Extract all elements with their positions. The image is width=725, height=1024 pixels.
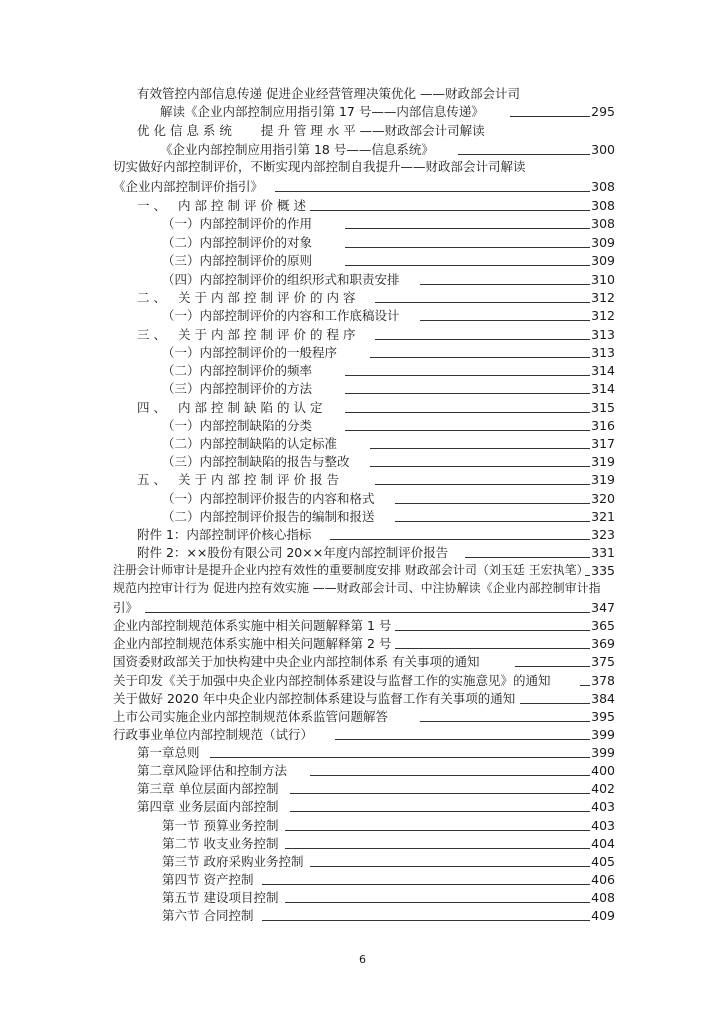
leader-dots: [345, 412, 590, 413]
toc-entry-title: 切实做好内部控制评价，不断实现内部控制自我提升——财政部会计司解读: [113, 159, 526, 174]
toc-entry-page: 403: [591, 799, 615, 814]
toc-entry-page: 315: [591, 400, 615, 415]
toc-entry-page: 314: [591, 363, 615, 378]
leader-dots: [310, 866, 590, 867]
toc-entry-title: 有效管控内部信息传递 促进企业经营管理决策优化 ——财政部会计司: [137, 86, 520, 101]
toc-entry-page: 312: [591, 290, 615, 305]
toc-entry-title: 企业内部控制规范体系实施中相关问题解释第 1 号: [113, 618, 392, 633]
toc-entry-title: 上市公司实施企业内部控制规范体系监管问题解答: [113, 709, 389, 724]
toc-entry-page: 295: [591, 104, 615, 119]
toc-entry-page: 404: [591, 836, 615, 851]
toc-entry-page: 395: [591, 709, 615, 724]
toc-entry-title: （二）内部控制评价的频率: [162, 363, 313, 378]
toc-entry[interactable]: [0, 416, 725, 435]
toc-entry-title: 三、 关于内部控制评价的程序: [137, 327, 360, 342]
toc-entry-title: 第二章风险评估和控制方法: [137, 763, 288, 778]
leader-dots: [375, 339, 590, 340]
toc-entry[interactable]: [0, 779, 725, 798]
leader-dots: [262, 920, 590, 921]
toc-entry-page: 309: [591, 235, 615, 250]
toc-entry[interactable]: [0, 634, 725, 653]
toc-entry-title: 第六节 合同控制: [162, 908, 254, 923]
toc-entry-title: （一）内部控制评价的一般程序: [162, 345, 338, 360]
leader-dots: [262, 884, 590, 885]
toc-entry[interactable]: [0, 616, 725, 635]
toc-entry-title: 解读《企业内部控制应用指引第 17 号——内部信息传递》: [160, 104, 484, 119]
toc-entry-title: 第四节 资产控制: [162, 872, 254, 887]
toc-entry[interactable]: [0, 270, 725, 289]
toc-entry-page: 308: [591, 216, 615, 231]
toc-entry-title: （二）内部控制缺陷的认定标准: [162, 436, 338, 451]
toc-entry[interactable]: [0, 870, 725, 889]
leader-dots: [395, 521, 590, 522]
toc-entry-page: 313: [591, 345, 615, 360]
toc-entry-title: 企业内部控制规范体系实施中相关问题解释第 2 号: [113, 636, 392, 651]
toc-entry-title: 第三章 单位层面内部控制: [137, 781, 279, 796]
leader-dots: [285, 830, 590, 831]
leader-dots: [375, 484, 590, 485]
toc-entry-title: 二、 关于内部控制评价的内容: [137, 290, 360, 305]
toc-entry-title: 第一章总则: [137, 745, 200, 760]
toc-entry[interactable]: [0, 434, 725, 453]
toc-entry-title: 一、 内部控制评价概述: [137, 198, 310, 213]
toc-entry[interactable]: [0, 707, 725, 726]
toc-entry-title: 第四章 业务层面内部控制: [137, 799, 279, 814]
toc-entry[interactable]: [0, 343, 725, 362]
toc-entry-title: 附件 2：××股份有限公司 20××年度内部控制评价报告: [137, 545, 449, 560]
toc-entry-title: （二）内部控制评价的对象: [162, 235, 313, 250]
leader-dots: [275, 191, 590, 192]
toc-entry-page: 313: [591, 327, 615, 342]
toc-entry[interactable]: [0, 233, 725, 252]
toc-entry[interactable]: [0, 761, 725, 780]
toc-entry-page: 409: [591, 908, 615, 923]
toc-entry-page: 335: [591, 563, 615, 578]
toc-entry[interactable]: [0, 579, 725, 598]
toc-entry-title: 附件 1：内部控制评价核心指标: [137, 527, 312, 542]
toc-entry-title: 注册会计师审计是提升企业内控有效性的重要制度安排 财政部会计司（刘玉廷 王宏执笔）: [113, 563, 589, 577]
toc-entry-page: 405: [591, 854, 615, 869]
toc-entry-title: 《企业内部控制应用指引第 18 号——信息系统》: [160, 142, 434, 157]
toc-entry-page: 319: [591, 472, 615, 487]
toc-entry[interactable]: [0, 196, 725, 215]
toc-entry-title: （三）内部控制评价的原则: [162, 253, 313, 268]
toc-entry-page: 399: [591, 745, 615, 760]
toc-entry-title: （三）内部控制评价的方法: [162, 381, 313, 396]
leader-dots: [145, 612, 590, 613]
toc-entry[interactable]: [0, 157, 725, 176]
toc-entry-page: 369: [591, 636, 615, 651]
toc-entry-page: 312: [591, 308, 615, 323]
toc-entry-page: 317: [591, 436, 615, 451]
toc-entry[interactable]: [0, 561, 725, 580]
toc-entry-title: 优 化 信 息 系 统 提 升 管 理 水 平 ——财政部会计司解读: [137, 123, 485, 138]
leader-dots: [310, 775, 590, 776]
toc-entry[interactable]: [0, 214, 725, 233]
toc-entry-page: 323: [591, 527, 615, 542]
leader-dots: [420, 320, 590, 321]
toc-entry-title: 《企业内部控制评价指引》: [113, 179, 264, 194]
leader-dots: [345, 228, 590, 229]
leader-dots: [395, 648, 590, 649]
leader-dots: [420, 721, 590, 722]
leader-dots: [345, 265, 590, 266]
leader-dots: [395, 630, 590, 631]
toc-entry-title: 国资委财政部关于加快构建中央企业内部控制体系 有关事项的通知: [113, 654, 480, 669]
toc-entry[interactable]: [0, 743, 725, 762]
toc-entry-title: （四）内部控制评价的组织形式和职责安排: [162, 272, 400, 287]
toc-entry-title: 第三节 政府采购业务控制: [162, 854, 304, 869]
toc-entry[interactable]: [0, 361, 725, 380]
toc-entry-page: 314: [591, 381, 615, 396]
toc-entry[interactable]: [0, 288, 725, 307]
leader-dots: [330, 539, 590, 540]
leader-dots: [290, 811, 590, 812]
toc-entry[interactable]: [0, 834, 725, 853]
toc-entry[interactable]: [0, 906, 725, 925]
toc-entry[interactable]: [0, 797, 725, 816]
toc-entry-page: 319: [591, 454, 615, 469]
toc-entry-title: （一）内部控制缺陷的分类: [162, 418, 313, 433]
leader-dots: [465, 557, 590, 558]
toc-entry-page: 308: [591, 198, 615, 213]
toc-entry-page: 321: [591, 509, 615, 524]
leader-dots: [375, 302, 590, 303]
toc-entry[interactable]: [0, 671, 725, 690]
toc-entry[interactable]: [0, 102, 725, 121]
toc-entry[interactable]: [0, 888, 725, 907]
leader-dots: [285, 902, 590, 903]
leader-dots: [510, 116, 590, 117]
toc-entry[interactable]: [0, 725, 725, 744]
toc-entry-page: 347: [591, 600, 615, 615]
leader-dots: [370, 357, 590, 358]
toc-entry-title: （一）内部控制评价的内容和工作底稿设计: [162, 308, 400, 323]
toc-entry-page: 300: [591, 142, 615, 157]
toc-entry-title: （二）内部控制评价报告的编制和报送: [162, 509, 375, 524]
toc-entry[interactable]: [0, 525, 725, 544]
toc-entry-page: 384: [591, 691, 615, 706]
toc-entry-page: 400: [591, 763, 615, 778]
toc-entry[interactable]: [0, 177, 725, 196]
toc-entry-title: 第一节 预算业务控制: [162, 818, 279, 833]
toc-entry[interactable]: [0, 598, 725, 617]
toc-entry-page: 308: [591, 179, 615, 194]
toc-entry[interactable]: [0, 470, 725, 489]
toc-entry[interactable]: [0, 398, 725, 417]
toc-entry[interactable]: [0, 306, 725, 325]
toc-entry-title: 四、 内部控制缺陷的认定: [137, 400, 327, 415]
leader-dots: [345, 430, 590, 431]
toc-entry-title: 第二节 收支业务控制: [162, 836, 279, 851]
toc-entry[interactable]: [0, 121, 725, 140]
leader-dots: [585, 575, 590, 576]
toc-entry-title: 第五节 建设项目控制: [162, 890, 279, 905]
toc-entry-page: 399: [591, 727, 615, 742]
toc-entry-page: 320: [591, 491, 615, 506]
toc-entry[interactable]: [0, 251, 725, 270]
leader-dots: [345, 375, 590, 376]
toc-entry-title: （三）内部控制缺陷的报告与整改: [162, 454, 350, 469]
toc-entry-page: 403: [591, 818, 615, 833]
leader-dots: [345, 247, 590, 248]
toc-entry[interactable]: [0, 325, 725, 344]
toc-entry[interactable]: [0, 507, 725, 526]
toc-entry[interactable]: [0, 84, 725, 103]
toc-entry-page: 309: [591, 253, 615, 268]
leader-dots: [290, 793, 590, 794]
toc-entry-title: 引》: [113, 600, 139, 615]
leader-dots: [335, 739, 590, 740]
leader-dots: [458, 154, 590, 155]
leader-dots: [310, 210, 590, 211]
leader-dots: [370, 466, 590, 467]
page-number: 6: [359, 953, 366, 966]
toc-entry[interactable]: [0, 689, 725, 708]
toc-entry-page: 331: [591, 545, 615, 560]
toc-entry[interactable]: [0, 379, 725, 398]
leader-dots: [210, 757, 590, 758]
leader-dots: [420, 284, 590, 285]
leader-dots: [285, 848, 590, 849]
toc-entry-page: 316: [591, 418, 615, 433]
toc-entry-title: 关于做好 2020 年中央企业内部控制体系建设与监督工作有关事项的通知: [113, 691, 516, 706]
leader-dots: [370, 448, 590, 449]
toc-entry-page: 375: [591, 654, 615, 669]
toc-entry[interactable]: [0, 652, 725, 671]
toc-entry-title: 行政事业单位内部控制规范（试行）: [113, 727, 314, 742]
leader-dots: [520, 703, 590, 704]
leader-dots: [515, 666, 590, 667]
toc-entry-title: 五、 关于内部控制评价报告: [137, 472, 343, 487]
toc-entry-title: 规范内控审计行为 促进内控有效实施 ——财政部会计司、中注协解读《企业内部控制审计指: [113, 581, 601, 595]
toc-entry[interactable]: [0, 452, 725, 471]
toc-entry[interactable]: [0, 489, 725, 508]
toc-entry[interactable]: [0, 816, 725, 835]
toc-entry[interactable]: [0, 543, 725, 562]
toc-entry-page: 365: [591, 618, 615, 633]
toc-entry-page: 310: [591, 272, 615, 287]
toc-entry[interactable]: [0, 852, 725, 871]
toc-entry-title: 关于印发《关于加强中央企业内部控制体系建设与监督工作的实施意见》的通知: [113, 673, 551, 688]
leader-dots: [395, 503, 590, 504]
toc-entry-page: 406: [591, 872, 615, 887]
toc-entry-page: 408: [591, 890, 615, 905]
toc-entry-page: 402: [591, 781, 615, 796]
toc-entry-title: （一）内部控制评价的作用: [162, 216, 313, 231]
toc-entry-page: 378: [591, 673, 615, 688]
leader-dots: [345, 393, 590, 394]
toc-entry-title: （一）内部控制评价报告的内容和格式: [162, 491, 375, 506]
leader-dots: [580, 685, 590, 686]
